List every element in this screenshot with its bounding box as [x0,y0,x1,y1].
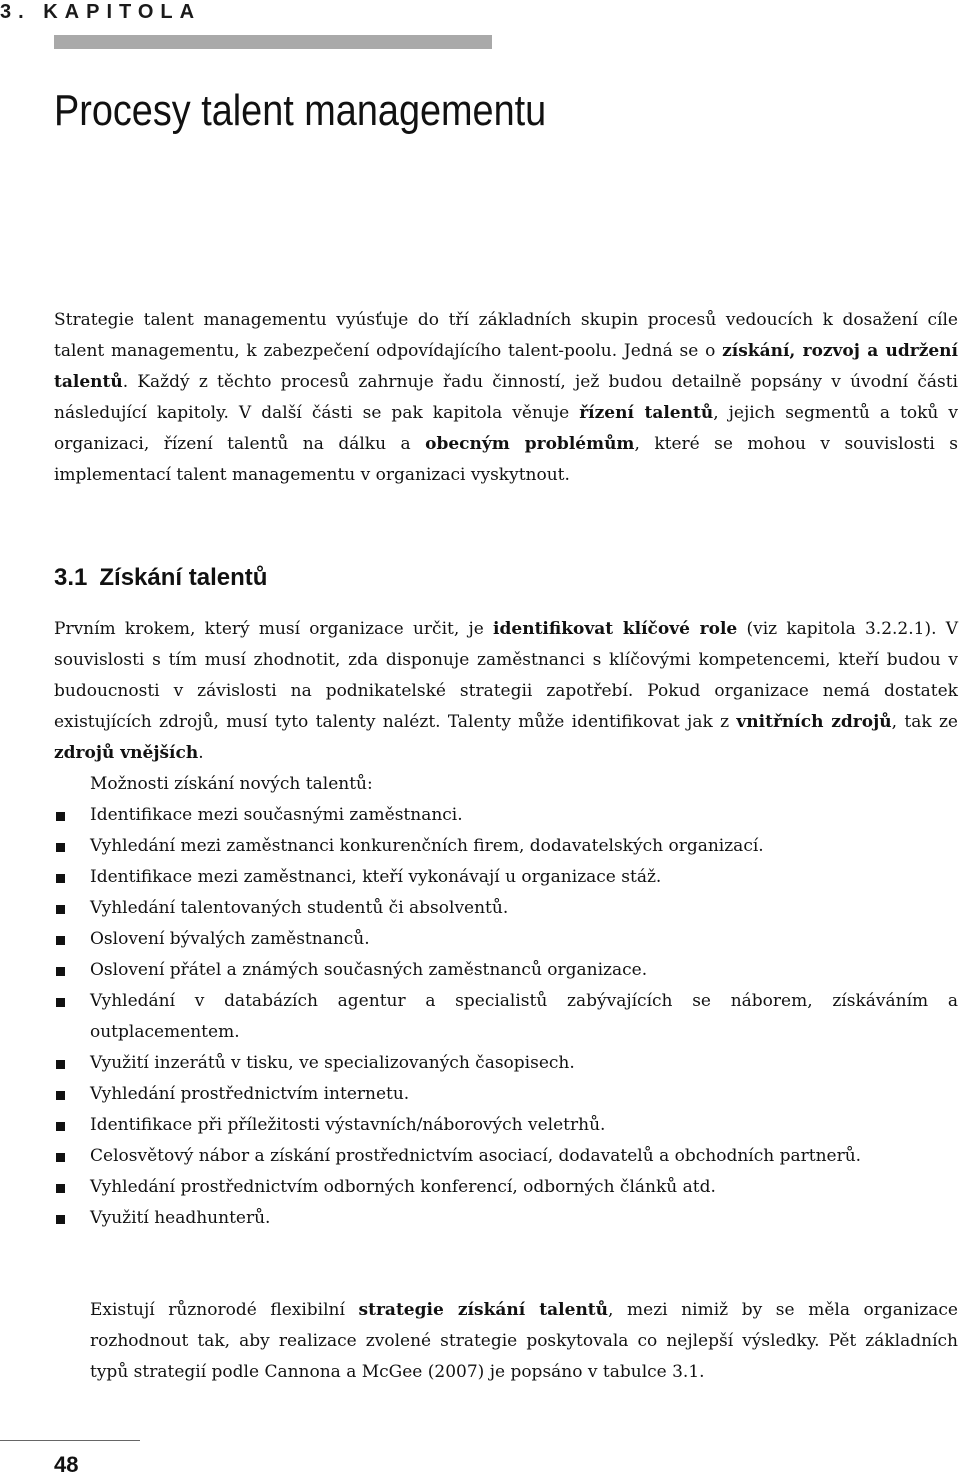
section-body [54,614,958,1234]
list-item: Oslovení bývalých zaměstnanců. [54,924,958,955]
bold-phrase: identifikovat klíčové role [493,619,738,639]
list-item: Vyhledání talentovaných studentů či absolventů. [54,893,958,924]
section-title: Získání talentů [99,564,268,591]
chapter-label: 3. KAPITOLA [0,1,202,23]
page-number: 48 [54,1452,79,1477]
bold-phrase: vnitřních zdrojů [736,712,892,732]
bold-phrase: zdrojů vnějších [54,743,199,763]
list-item: Oslovení přátel a známých současných zaměstnanců organizace. [54,955,958,986]
section-number: 3.1 [54,564,88,591]
body-text: (viz kapitola 3.2.2.1). V souvislosti s tím musí zhodnotit, zda disponuje zaměstnanci s klíčovými kompetencemi, kteří budou v budoucnosti v závislosti na podnikatelské strategii zapotřebí. Pokud organizace nemá dostatek existujících zdrojů, musí tyto talenty nalézt. Talenty může identifikovat jak z [54,619,958,732]
intro-bold-phrase: získání, rozvoj a udržení talentů [54,341,958,392]
list-item: Celosvětový nábor a získání prostřednictvím asociací, dodavatelů a obchodních partnerů. [54,1141,958,1172]
list-item: Vyhledání prostřednictvím odborných konferencí, odborných článků atd. [54,1172,958,1203]
bold-phrase: strategie získání talentů [358,1300,609,1320]
list-item: Identifikace mezi zaměstnanci, kteří vykonávají u organizace stáž. [54,862,958,893]
body-text: , tak ze [891,712,958,732]
footer-rule [0,1440,140,1441]
list-item: Vyhledání v databázích agentur a specialistů zabývajících se náborem, získáváním a outplacementem. [54,986,958,1048]
list-item: Identifikace mezi současnými zaměstnanci. [54,800,958,831]
body-text: Existují různorodé flexibilní [90,1300,359,1320]
intro-text: . Každý z těchto procesů zahrnuje řadu činností, jež budou detailně popsány v úvodní části následující kapitoly. V další části se pak kapitola věnuje [54,372,958,423]
list-item: Využití headhunterů. [54,1203,958,1234]
intro-bold-phrase: obecným problémům [425,434,635,454]
intro-text: , které se mohou v souvislosti s implementací talent managementu v organizaci vyskytnout. [54,434,958,485]
section-heading [54,560,267,596]
intro-bold-phrase: řízení talentů [579,403,714,423]
intro-paragraph [54,305,958,491]
list-item: Vyhledání mezi zaměstnanci konkurenčních firem, dodavatelských organizací. [54,831,958,862]
strategy-paragraph [54,1295,958,1388]
body-text: Prvním krokem, který musí organizace určit, je [54,619,494,639]
list-intro: Možnosti získání nových talentů: [90,774,373,794]
list-item: Využití inzerátů v tisku, ve specializovaných časopisech. [54,1048,958,1079]
list-item: Vyhledání prostřednictvím internetu. [54,1079,958,1110]
body-text: , mezi nimiž by se měla organizace rozhodnout tak, aby realizace zvolené strategie poskytovala co nejlepší výsledky. Pět základních typů strategií podle Cannona a McGee (2007) je popsáno v tabulce 3.1. [90,1300,958,1382]
chapter-title: Procesy talent managementu [54,86,547,135]
intro-text: Strategie talent managementu vyúsťuje do tří základních skupin procesů vedoucích k dosažení cíle talent managementu, k zabezpečení odpovídajícího talent-poolu. Jedná se o [54,310,958,361]
body-paragraph [54,614,958,769]
header-bar [54,35,492,49]
intro-text: , jejich segmentů a toků v organizaci, řízení talentů na dálku a [54,403,958,454]
talent-sources-list [54,800,958,1234]
body-text: . [198,743,204,763]
list-item: Identifikace při příležitosti výstavních/náborových veletrhů. [54,1110,958,1141]
